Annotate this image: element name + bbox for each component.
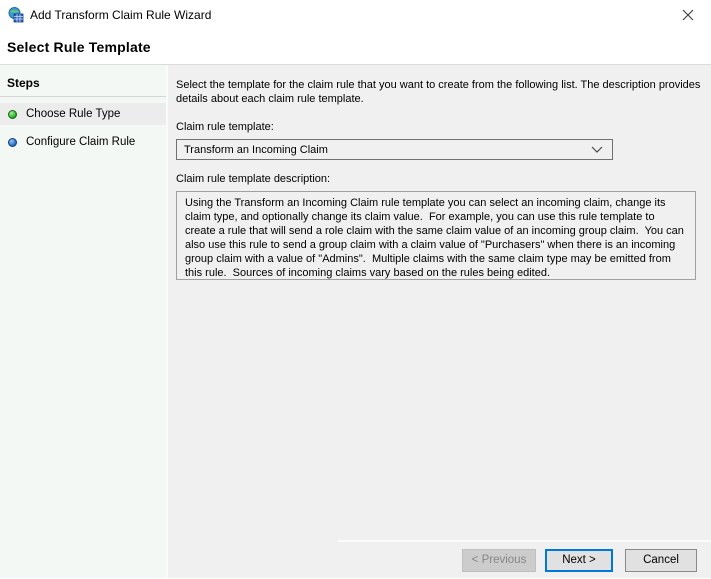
title-bar[interactable] (0, 0, 711, 30)
main-panel (168, 65, 711, 578)
step-configure-claim-rule (0, 131, 166, 153)
steps-sidebar (0, 65, 168, 578)
claim-rule-description-text: Using the Transform an Incoming Claim rule template you can select an incoming claim, change its claim type, and optionally change its claim value. For example, you can use this rule template to create a rule that will send a role claim with the same claim value of an incoming group claim. You can also use this rule to send a group claim with a claim value of "Purchasers" when there is an incoming group claim with a value of "Admins". Multiple claims with the same claim type may be emitted from this rule. Sources of incoming claims vary based on the rules being edited. (176, 191, 696, 280)
step-label: Choose Rule Type (26, 108, 121, 120)
close-button[interactable] (665, 0, 711, 30)
claim-rule-template-label: Claim rule template: (176, 121, 274, 133)
wizard-body (0, 65, 711, 578)
claim-rule-description-label: Claim rule template description: (176, 173, 331, 185)
cancel-button[interactable]: Cancel (625, 549, 697, 572)
step-choose-rule-type (0, 103, 166, 125)
steps-header: Steps (0, 65, 166, 97)
step-label: Configure Claim Rule (26, 136, 136, 148)
button-bar (338, 540, 711, 578)
green-dot-icon (8, 110, 17, 119)
intro-text: Select the template for the claim rule that you want to create from the following list. The description provides details about each claim rule template. (176, 79, 701, 105)
previous-button[interactable]: < Previous (462, 549, 536, 572)
chevron-down-icon (591, 144, 603, 156)
claim-rule-template-dropdown[interactable] (176, 139, 613, 160)
page-title: Select Rule Template (7, 39, 151, 55)
window-title: Add Transform Claim Rule Wizard (30, 8, 212, 22)
heading-row (0, 30, 711, 65)
next-button[interactable]: Next > (545, 549, 613, 572)
close-icon (682, 9, 694, 21)
blue-dot-icon (8, 138, 17, 147)
adfs-wizard-icon (8, 7, 24, 23)
dropdown-selected-value: Transform an Incoming Claim (184, 143, 328, 156)
